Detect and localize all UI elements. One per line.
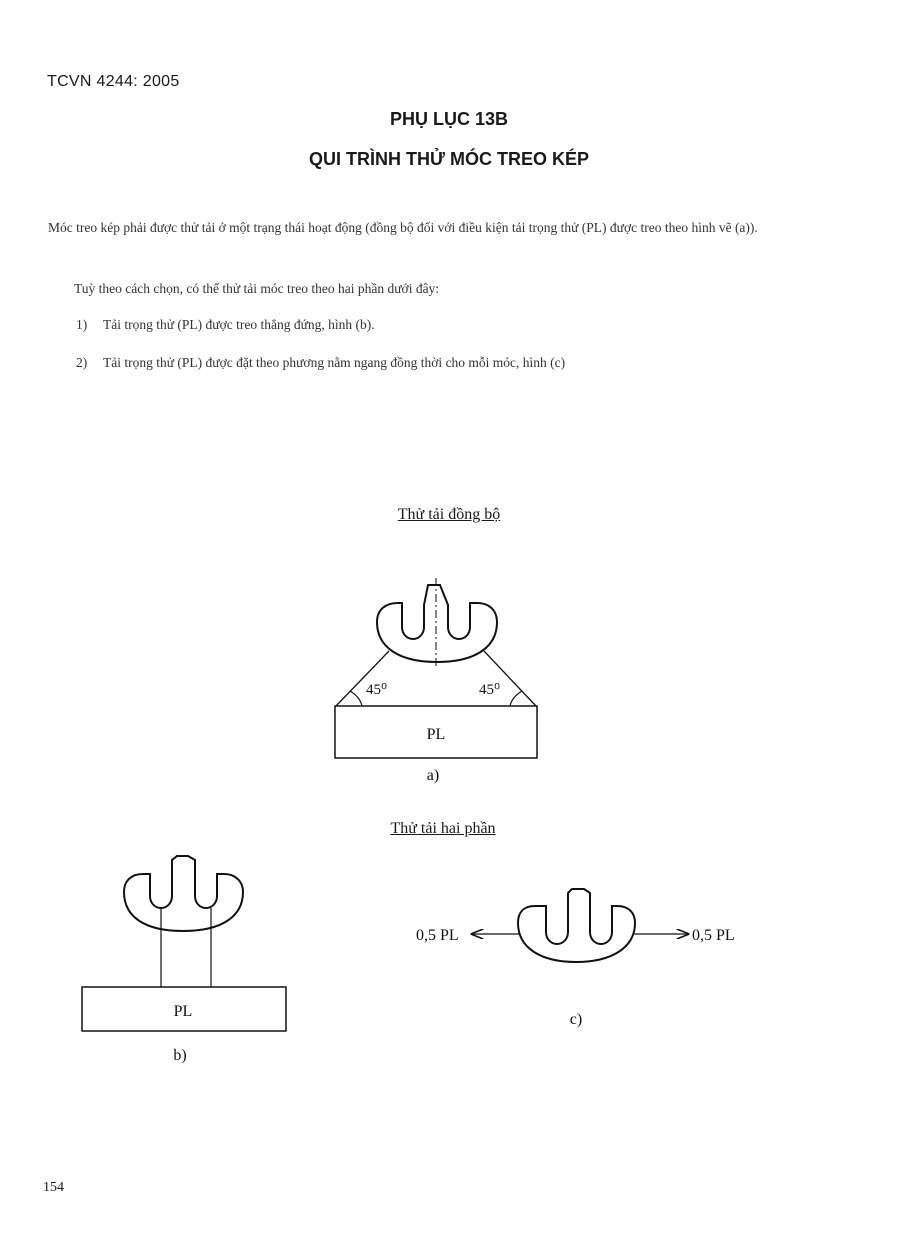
caption-a: a) [426, 767, 440, 784]
list-item-text: Tải trọng thử (PL) được treo thẳng đứng, hình (b). [103, 317, 375, 332]
list-item-number: 2) [76, 355, 88, 370]
figure-c [472, 889, 688, 962]
load-block-b [82, 987, 286, 1031]
angle-arc-left [350, 691, 362, 706]
appendix-title: PHỤ LỤC 13B [389, 109, 509, 129]
load-label-b: PL [173, 1003, 193, 1020]
double-hook-icon [124, 856, 243, 931]
caption-b: b) [173, 1047, 187, 1064]
load-label-a: PL [426, 726, 446, 743]
angle-label-right: 45⁰ [479, 682, 501, 698]
list-item [76, 355, 565, 371]
figure-a [335, 578, 537, 758]
list-item [76, 317, 375, 333]
list-item-number: 1) [76, 317, 88, 332]
sling-right [484, 651, 536, 706]
caption-c: c) [569, 1011, 583, 1028]
procedure-title: QUI TRÌNH THỬ MÓC TREO KÉP [309, 149, 589, 169]
force-label-left: 0,5 PL [416, 927, 459, 944]
angle-arc-right [510, 691, 522, 706]
figure-b [82, 856, 286, 1031]
angle-label-left: 45⁰ [366, 682, 388, 698]
page-number: 154 [43, 1180, 64, 1195]
list-item-text: Tải trọng thử (PL) được đặt theo phương nằm ngang đồng thời cho mỗi móc, hình (c) [103, 355, 566, 370]
double-hook-icon [377, 585, 497, 662]
options-paragraph: Tuỳ theo cách chọn, có thể thử tải móc treo theo hai phần dưới đây: [74, 281, 440, 296]
sling-left [336, 651, 389, 706]
force-label-right: 0,5 PL [692, 927, 735, 944]
double-hook-icon [518, 889, 635, 962]
section-heading-sync-test: Thử tải đồng bộ [397, 506, 501, 523]
section-heading-two-part-test: Thử tải hai phần [390, 820, 496, 837]
intro-paragraph: Móc treo kép phải được thử tải ở một trạng thái hoạt động (đồng bộ đối với điều kiện tải trọng thử (PL) được treo theo hình vẽ (a)). [48, 220, 758, 235]
document-code: TCVN 4244: 2005 [47, 73, 180, 90]
load-block-a [335, 706, 537, 758]
